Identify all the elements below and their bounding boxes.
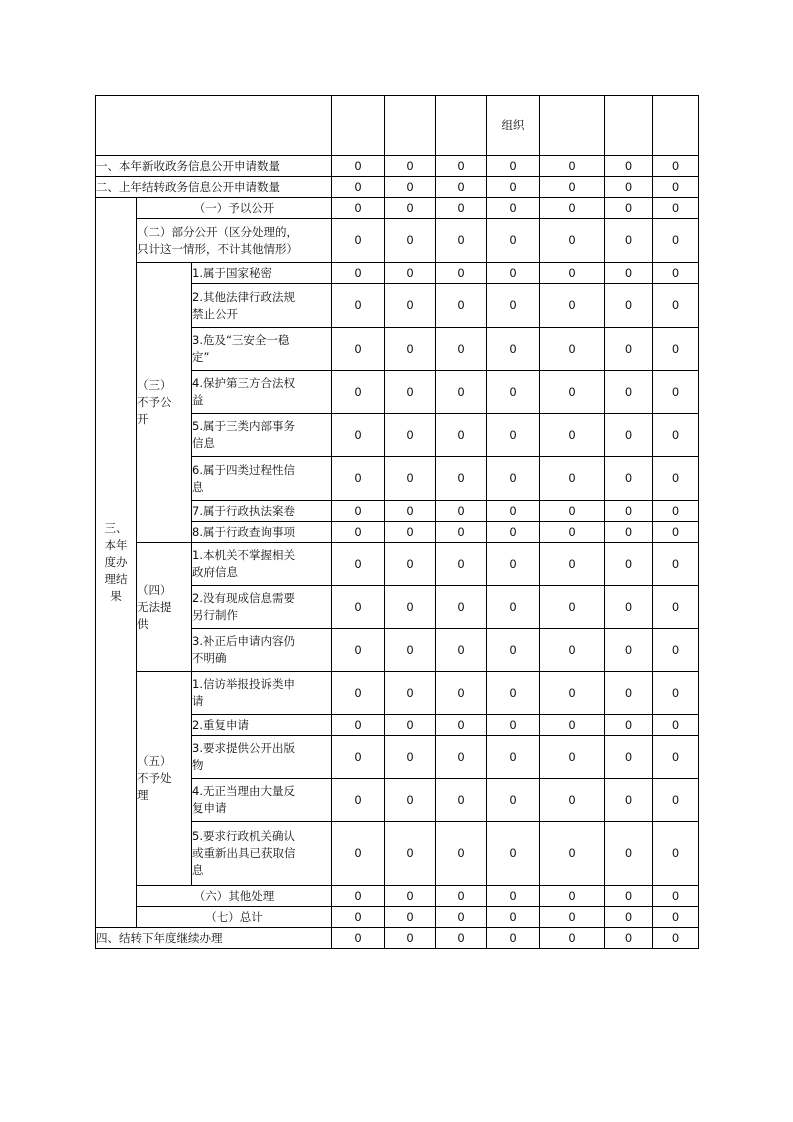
value-cell: 0	[540, 822, 605, 886]
row-carried-requests	[96, 177, 699, 198]
value-cell: 0	[385, 886, 436, 907]
item-label-text: 益	[192, 393, 204, 407]
value-cell: 0	[605, 457, 653, 501]
value-cell: 0	[487, 414, 540, 457]
value-cell: 0	[385, 822, 436, 886]
value-cell: 0	[436, 928, 487, 949]
value-cell: 0	[540, 371, 605, 414]
section3-label-text: 果	[110, 589, 122, 603]
value-cell: 0	[540, 219, 605, 263]
value-cell: 0	[385, 414, 436, 457]
item-label	[192, 822, 332, 886]
value-cell: 0	[540, 263, 605, 284]
value-cell: 0	[605, 736, 653, 779]
row-label-text: 只计这一情形，不计其他情形）	[137, 241, 298, 256]
value-cell: 0	[653, 328, 699, 371]
value-cell: 0	[385, 736, 436, 779]
row-carry-forward	[96, 928, 699, 949]
value-cell: 0	[487, 198, 540, 219]
value-cell: 0	[332, 736, 385, 779]
value-cell: 0	[385, 263, 436, 284]
item-label-text: 请	[192, 694, 204, 708]
value-cell: 0	[332, 822, 385, 886]
value-cell: 0	[653, 457, 699, 501]
value-cell: 0	[436, 284, 487, 328]
value-cell: 0	[332, 779, 385, 822]
value-cell: 0	[385, 715, 436, 736]
item-label-text: 或重新出具已获取信	[192, 846, 296, 860]
value-cell: 0	[605, 414, 653, 457]
value-cell: 0	[385, 328, 436, 371]
value-cell: 0	[385, 284, 436, 328]
value-cell: 0	[605, 672, 653, 715]
value-cell: 0	[332, 371, 385, 414]
value-cell: 0	[487, 715, 540, 736]
value-cell: 0	[385, 672, 436, 715]
not-disclose-group-item-row	[96, 263, 699, 284]
value-cell: 0	[332, 414, 385, 457]
item-label	[192, 501, 332, 522]
value-cell: 0	[653, 522, 699, 543]
item-label-text: 物	[192, 758, 204, 772]
item-label-text: 2.其他法律行政法规	[192, 289, 295, 304]
row-label-text: （二）部分公开（区分处理的，	[137, 224, 298, 239]
not-process-group-label-text: 理	[137, 788, 149, 802]
value-cell: 0	[487, 219, 540, 263]
value-cell: 0	[540, 501, 605, 522]
value-cell: 0	[605, 543, 653, 586]
item-label-text: 复申请	[192, 801, 227, 815]
item-label-text: 6.属于四类过程性信	[192, 462, 295, 477]
value-cell: 0	[436, 822, 487, 886]
value-cell: 0	[436, 779, 487, 822]
value-cell: 0	[540, 522, 605, 543]
item-label-text: 1.属于国家秘密	[192, 265, 272, 280]
value-cell: 0	[487, 629, 540, 672]
row-total	[96, 907, 699, 928]
value-cell: 0	[332, 457, 385, 501]
report-table	[95, 95, 699, 949]
value-cell: 0	[540, 736, 605, 779]
value-cell: 0	[332, 328, 385, 371]
value-cell: 0	[653, 907, 699, 928]
value-cell: 0	[653, 543, 699, 586]
not-process-group-label-text: 不予处	[137, 771, 172, 785]
header-org-label: 组织	[501, 118, 525, 132]
value-cell: 0	[385, 586, 436, 629]
value-cell: 0	[653, 177, 699, 198]
value-cell: 0	[385, 522, 436, 543]
value-cell: 0	[436, 886, 487, 907]
value-cell: 0	[385, 543, 436, 586]
value-cell: 0	[332, 629, 385, 672]
value-cell: 0	[436, 263, 487, 284]
value-cell: 0	[332, 198, 385, 219]
header-cell	[436, 96, 487, 156]
item-label-text: 3.要求提供公开出版	[192, 741, 295, 755]
value-cell: 0	[605, 284, 653, 328]
value-cell: 0	[332, 907, 385, 928]
value-cell: 0	[653, 198, 699, 219]
value-cell: 0	[385, 907, 436, 928]
value-cell: 0	[540, 328, 605, 371]
not-disclose-group-label-text: 不予公	[137, 395, 172, 409]
value-cell: 0	[332, 156, 385, 177]
value-cell: 0	[385, 156, 436, 177]
item-label-text: 4.无正当理由大量反	[192, 784, 295, 798]
row-label-text: 四、结转下年度继续办理	[96, 930, 223, 945]
item-label-text: 7.属于行政执法案卷	[192, 503, 295, 518]
value-cell: 0	[332, 543, 385, 586]
item-label-text: 息	[192, 863, 204, 877]
value-cell: 0	[332, 501, 385, 522]
item-label	[192, 629, 332, 672]
value-cell: 0	[436, 501, 487, 522]
item-label	[192, 457, 332, 501]
value-cell: 0	[385, 177, 436, 198]
not-process-group-label-text: （五）	[137, 754, 172, 768]
header-row	[96, 96, 699, 156]
value-cell: 0	[605, 715, 653, 736]
value-cell: 0	[653, 886, 699, 907]
value-cell: 0	[653, 371, 699, 414]
cannot-provide-group-label-text: 供	[137, 616, 149, 631]
row-label	[96, 177, 332, 198]
value-cell: 0	[605, 263, 653, 284]
value-cell: 0	[540, 907, 605, 928]
value-cell: 0	[605, 156, 653, 177]
value-cell: 0	[653, 715, 699, 736]
value-cell: 0	[540, 586, 605, 629]
row-other-process	[96, 886, 699, 907]
value-cell: 0	[436, 328, 487, 371]
value-cell: 0	[605, 779, 653, 822]
item-label-text: 1.信访举报投诉类申	[192, 677, 295, 691]
value-cell: 0	[540, 672, 605, 715]
item-label-text: 另行制作	[192, 608, 238, 622]
header-cell	[605, 96, 653, 156]
row-label-text: 一、本年新收政务信息公开申请数量	[96, 158, 280, 173]
value-cell: 0	[653, 736, 699, 779]
value-cell: 0	[653, 219, 699, 263]
item-label	[192, 736, 332, 779]
item-label	[192, 715, 332, 736]
value-cell: 0	[332, 886, 385, 907]
value-cell: 0	[653, 928, 699, 949]
item-label-text: 5.属于三类内部事务	[192, 419, 295, 433]
value-cell: 0	[332, 672, 385, 715]
value-cell: 0	[487, 779, 540, 822]
row-label	[137, 907, 332, 928]
header-cell	[385, 96, 436, 156]
value-cell: 0	[540, 779, 605, 822]
value-cell: 0	[540, 177, 605, 198]
value-cell: 0	[436, 414, 487, 457]
item-label-text: 禁止公开	[192, 306, 238, 321]
value-cell: 0	[605, 928, 653, 949]
item-label	[192, 263, 332, 284]
value-cell: 0	[385, 779, 436, 822]
value-cell: 0	[385, 629, 436, 672]
value-cell: 0	[487, 371, 540, 414]
item-label	[192, 284, 332, 328]
value-cell: 0	[653, 672, 699, 715]
row-label	[96, 156, 332, 177]
section3-label-text: 本年	[104, 538, 128, 552]
header-org-cell	[487, 96, 540, 156]
not-process-group-label	[137, 672, 192, 886]
value-cell: 0	[385, 198, 436, 219]
row-new-requests	[96, 156, 699, 177]
value-cell: 0	[605, 219, 653, 263]
item-label-text: 2.没有现成信息需要	[192, 591, 295, 605]
value-cell: 0	[540, 928, 605, 949]
item-label	[192, 328, 332, 371]
value-cell: 0	[332, 522, 385, 543]
item-label-text: 不明确	[192, 651, 227, 665]
item-label-text: 1.本机关不掌握相关	[192, 548, 295, 562]
value-cell: 0	[487, 156, 540, 177]
value-cell: 0	[605, 328, 653, 371]
value-cell: 0	[540, 886, 605, 907]
value-cell: 0	[605, 822, 653, 886]
value-cell: 0	[487, 501, 540, 522]
value-cell: 0	[332, 177, 385, 198]
item-label	[192, 414, 332, 457]
value-cell: 0	[605, 907, 653, 928]
value-cell: 0	[436, 198, 487, 219]
value-cell: 0	[540, 414, 605, 457]
value-cell: 0	[487, 928, 540, 949]
value-cell: 0	[487, 328, 540, 371]
value-cell: 0	[653, 414, 699, 457]
value-cell: 0	[436, 156, 487, 177]
not-disclose-group-label-text: 开	[137, 412, 149, 426]
item-label-text: 信息	[192, 436, 215, 450]
value-cell: 0	[605, 177, 653, 198]
value-cell: 0	[653, 501, 699, 522]
value-cell: 0	[653, 586, 699, 629]
value-cell: 0	[487, 586, 540, 629]
value-cell: 0	[487, 457, 540, 501]
value-cell: 0	[540, 543, 605, 586]
value-cell: 0	[487, 543, 540, 586]
value-cell: 0	[540, 284, 605, 328]
row-label	[96, 928, 332, 949]
item-label-text: 5.要求行政机关确认	[192, 829, 295, 843]
item-label-text: 2.重复申请	[192, 717, 249, 732]
item-label	[192, 522, 332, 543]
value-cell: 0	[436, 907, 487, 928]
value-cell: 0	[332, 586, 385, 629]
item-label-text: 3.补正后申请内容仍	[192, 634, 295, 648]
value-cell: 0	[605, 371, 653, 414]
header-blank-cell	[96, 96, 332, 156]
value-cell: 0	[605, 522, 653, 543]
row-label-text: 二、上年结转政务信息公开申请数量	[96, 179, 280, 194]
value-cell: 0	[332, 928, 385, 949]
value-cell: 0	[332, 219, 385, 263]
item-label-text: 4.保护第三方合法权	[192, 376, 295, 390]
value-cell: 0	[653, 629, 699, 672]
row-label-text: （七）总计	[205, 909, 263, 924]
header-cell	[653, 96, 699, 156]
value-cell: 0	[540, 457, 605, 501]
row-label-text: （六）其他处理	[193, 888, 275, 903]
row-label	[137, 219, 332, 263]
value-cell: 0	[487, 522, 540, 543]
value-cell: 0	[436, 715, 487, 736]
value-cell: 0	[487, 284, 540, 328]
cannot-provide-group-label-text: 无法提	[137, 599, 172, 614]
value-cell: 0	[436, 736, 487, 779]
section3-label-text: 度办	[104, 555, 128, 569]
value-cell: 0	[605, 629, 653, 672]
item-label-text: 政府信息	[192, 565, 238, 579]
item-label-text: 息	[192, 479, 204, 494]
value-cell: 0	[436, 371, 487, 414]
value-cell: 0	[487, 263, 540, 284]
value-cell: 0	[487, 736, 540, 779]
section3-label	[96, 198, 137, 928]
value-cell: 0	[605, 501, 653, 522]
value-cell: 0	[436, 543, 487, 586]
row-label-text: （一）予以公开	[193, 200, 275, 215]
value-cell: 0	[487, 822, 540, 886]
row-partial-disclose	[96, 219, 699, 263]
value-cell: 0	[332, 284, 385, 328]
cannot-provide-group-label	[137, 543, 192, 672]
value-cell: 0	[540, 715, 605, 736]
cannot-provide-group-label-text: （四）	[137, 582, 172, 597]
item-label	[192, 586, 332, 629]
header-cell	[332, 96, 385, 156]
value-cell: 0	[540, 629, 605, 672]
item-label	[192, 543, 332, 586]
value-cell: 0	[385, 928, 436, 949]
row-disclose	[96, 198, 699, 219]
value-cell: 0	[332, 715, 385, 736]
value-cell: 0	[653, 822, 699, 886]
value-cell: 0	[605, 198, 653, 219]
header-cell	[540, 96, 605, 156]
item-label	[192, 672, 332, 715]
not-process-group-item-row	[96, 672, 699, 715]
value-cell: 0	[540, 156, 605, 177]
section3-label-text: 理结	[104, 572, 128, 586]
value-cell: 0	[385, 457, 436, 501]
cannot-provide-group-item-row	[96, 543, 699, 586]
item-label-text: 8.属于行政查询事项	[192, 524, 295, 539]
value-cell: 0	[653, 779, 699, 822]
value-cell: 0	[436, 629, 487, 672]
value-cell: 0	[436, 219, 487, 263]
value-cell: 0	[487, 907, 540, 928]
value-cell: 0	[540, 198, 605, 219]
item-label-text: 3.危及“三安全一稳	[192, 333, 290, 347]
value-cell: 0	[385, 371, 436, 414]
not-disclose-group-label	[137, 263, 192, 543]
value-cell: 0	[605, 586, 653, 629]
value-cell: 0	[653, 156, 699, 177]
not-disclose-group-label-text: （三）	[137, 378, 172, 392]
item-label	[192, 371, 332, 414]
value-cell: 0	[653, 263, 699, 284]
value-cell: 0	[605, 886, 653, 907]
value-cell: 0	[332, 263, 385, 284]
value-cell: 0	[436, 586, 487, 629]
value-cell: 0	[487, 672, 540, 715]
value-cell: 0	[436, 672, 487, 715]
value-cell: 0	[436, 177, 487, 198]
section3-label-text: 三、	[104, 521, 128, 535]
value-cell: 0	[487, 177, 540, 198]
value-cell: 0	[385, 219, 436, 263]
value-cell: 0	[436, 457, 487, 501]
row-label	[137, 198, 332, 219]
value-cell: 0	[653, 284, 699, 328]
item-label-text: 定”	[192, 350, 210, 364]
value-cell: 0	[385, 501, 436, 522]
value-cell: 0	[436, 522, 487, 543]
value-cell: 0	[487, 886, 540, 907]
item-label	[192, 779, 332, 822]
row-label	[137, 886, 332, 907]
